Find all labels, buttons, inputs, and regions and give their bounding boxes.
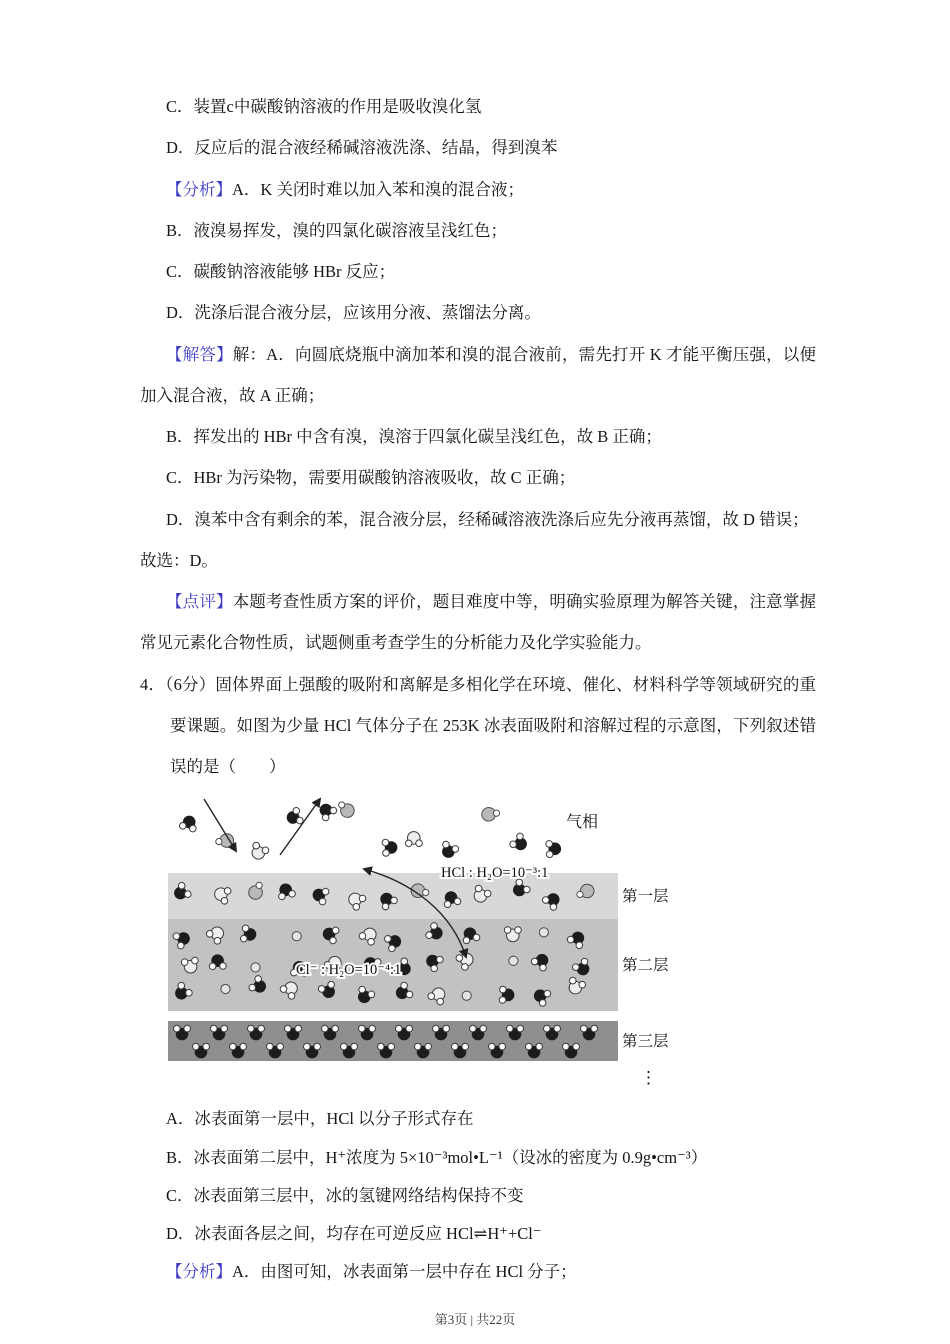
- gas-phase-label: 气相: [566, 814, 599, 832]
- section-tag: 【分析】: [166, 1262, 232, 1282]
- question4-stem: [140, 664, 816, 788]
- water-molecule: [315, 800, 338, 823]
- paragraph-text: B．挥发出的 HBr 中含有溴，溴溶于四氯化碳呈浅红色，故 B 正确；: [166, 427, 662, 446]
- layer1-label: 第一层: [622, 888, 669, 906]
- tagged-paragraph: [140, 581, 816, 664]
- ion-molecule: [539, 928, 549, 938]
- paragraph-text: （6分）固体界面上强酸的吸附和离解是多相化学在环境、催化、材料科学等领域研究的重要课题。如图为少量 HCl 气体分子在 253K 冰表面吸附和溶解过程的示意图，下列叙述错误的是（ ）: [165, 674, 817, 776]
- page-number: 第3页 | 共22页: [434, 1312, 516, 1327]
- paragraph-text: 故选：D。: [140, 550, 218, 570]
- paragraph-text: D．反应后的混合液经稀碱溶液洗涤、结晶，得到溴苯: [166, 138, 558, 158]
- paragraph-text: 解：A．向圆底烧瓶中滴加苯和溴的混合液前，需先打开 K 才能平衡压强，以便加入混合液，故 A 正确；: [140, 344, 816, 405]
- section-tag: 【点评】: [166, 592, 233, 611]
- text-line: [140, 1100, 816, 1138]
- paragraph-text: D．洗涤后混合液分层，应该用分液、蒸馏法分离。: [166, 303, 541, 323]
- hcl-molecule: [215, 832, 235, 849]
- paragraph-text: C．冰表面第三层中，冰的氢键网络结构保持不变: [166, 1185, 524, 1205]
- paragraph-text: C．碳酸钠溶液能够 HBr 反应；: [166, 262, 396, 281]
- paragraph-text: D．溴苯中含有剩余的苯，混合液分层，经稀碱溶液洗涤后应先分液再蒸馏，故 D 错误；: [166, 509, 809, 529]
- hcl-molecule: [336, 798, 356, 820]
- layer3-label: 第三层: [622, 1033, 669, 1051]
- desorption-arrow: [280, 799, 320, 855]
- paragraph-text: C．装置c中碳酸钠溶液的作用是吸收溴化氢: [166, 97, 482, 116]
- water-molecule: [508, 832, 530, 855]
- water-molecule: [179, 814, 199, 833]
- question-number: 4．: [140, 674, 166, 694]
- paragraph-text: B．冰表面第二层中，H⁺浓度为 5×10⁻³mol•L⁻¹（设冰的密度为 0.9g•cm⁻³）: [166, 1147, 708, 1167]
- text-line: [140, 457, 816, 498]
- paragraph-text: C．HBr 为污染物，需要用碳酸钠溶液吸收，故 C 正确；: [166, 468, 576, 488]
- text-line: [140, 1215, 816, 1253]
- question3-answer-block: [140, 86, 816, 664]
- cl-h2o-ratio-label: Cl⁻ : H₂O=10⁻⁴:1: [296, 962, 402, 979]
- question4-options-block: [140, 1100, 816, 1291]
- paragraph-text: A．由图可知，冰表面第一层中存在 HCl 分子；: [232, 1262, 577, 1282]
- ion-molecule: [251, 963, 261, 973]
- water-molecule: [382, 839, 398, 857]
- water-molecule: [546, 840, 562, 858]
- text-line: [140, 1139, 816, 1177]
- paragraph-text: D．冰表面各层之间，均存在可逆反应 HCl⇌H⁺+Cl⁻: [166, 1224, 542, 1244]
- paragraph-text: A．K 关闭时难以加入苯和溴的混合液；: [232, 179, 524, 199]
- text-line: [140, 127, 816, 168]
- text-line: [140, 499, 816, 540]
- section-tag: 【解答】: [166, 344, 233, 364]
- continuation-ellipsis: ⋮: [640, 1068, 657, 1088]
- layer2-label: 第二层: [622, 957, 669, 975]
- water-light-molecule: [405, 832, 422, 847]
- text-line: [140, 210, 816, 251]
- ice-surface-diagram: [168, 793, 688, 1089]
- tagged-paragraph: [140, 334, 816, 417]
- tagged-paragraph: [140, 1253, 816, 1291]
- text-line: [140, 540, 816, 581]
- paragraph-text: A．冰表面第一层中，HCl 以分子形式存在: [166, 1109, 474, 1129]
- paragraph-text: B．液溴易挥发，溴的四氯化碳溶液呈浅红色；: [166, 220, 508, 240]
- hcl-h2o-ratio-label: HCl : H₂O=10⁻³:1: [441, 865, 549, 882]
- water-light-molecule: [248, 841, 270, 862]
- text-line: [140, 251, 816, 292]
- text-line: [140, 1177, 816, 1215]
- text-line: [140, 416, 816, 457]
- water-molecule: [438, 840, 460, 861]
- ice-surface-diagram-wrap: [168, 793, 816, 1094]
- text-line: [140, 86, 816, 127]
- question-paragraph: [140, 664, 816, 788]
- page-footer: [0, 1309, 950, 1328]
- section-tag: 【分析】: [166, 179, 232, 199]
- paragraph-text: 本题考查性质方案的评价，题目难度中等，明确实验原理为解答关键，注意掌握常见元素化合物性质，试题侧重考查学生的分析能力及化学实验能力。: [140, 592, 817, 653]
- hcl-molecule: [481, 807, 501, 823]
- tagged-paragraph: [140, 169, 816, 210]
- text-line: [140, 292, 816, 333]
